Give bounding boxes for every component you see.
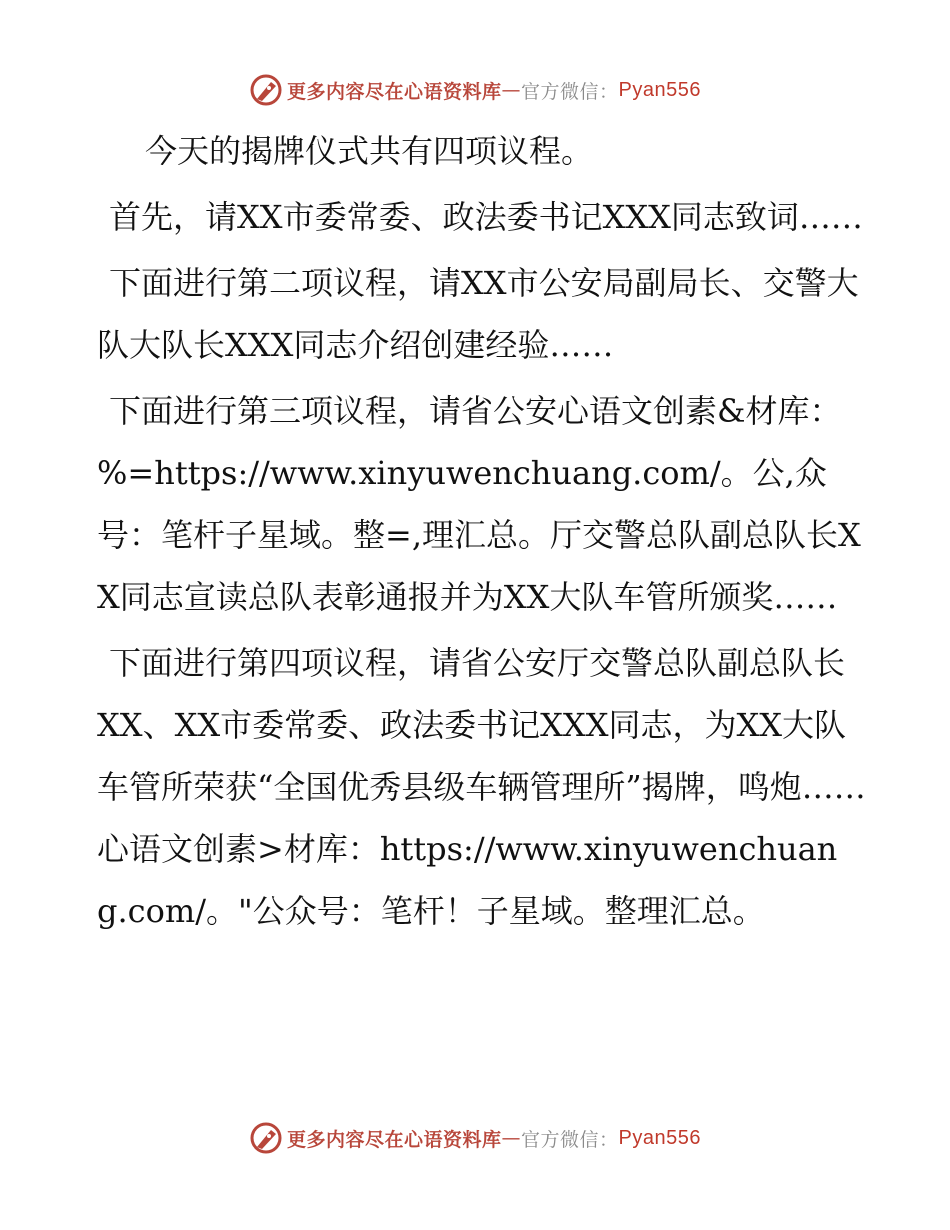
paragraph-agenda-item-2: 下面进行第二项议程，请XX市公安局副局长、交警大队大队长XXX同志介绍创建经验…… <box>97 264 859 364</box>
header-banner <box>0 70 950 110</box>
banner-wechat-id: Pyan556 <box>618 1126 701 1149</box>
pen-nib-logo-icon <box>249 73 283 107</box>
banner-wechat-label: 官方微信： <box>521 1128 619 1151</box>
banner-brand: 更多内容尽在心语资料库 <box>287 1128 502 1151</box>
banner-wechat-label: 官方微信： <box>521 80 619 103</box>
document-body <box>97 120 867 946</box>
banner-brand: 更多内容尽在心语资料库 <box>287 80 502 103</box>
banner-separator: — <box>501 79 522 101</box>
paragraph-agenda-item-1: 首先，请XX市委常委、政法委书记XXX同志致词…… <box>109 198 863 236</box>
paragraph-agenda-intro: 今天的揭牌仪式共有四项议程。 <box>145 132 594 170</box>
pen-nib-logo-icon <box>249 1121 283 1155</box>
paragraph-agenda-item-3: 下面进行第三项议程，请省公安心语文创素&材库：%=https://www.xinyuwenchuang.com/。公,众号：笔杆子星域。整=,理汇总。厅交警总队副总队长XX同志宣读总队表彰通报并为XX大队车管所颁奖…… <box>97 392 861 616</box>
banner-wechat-id: Pyan556 <box>618 78 701 101</box>
footer-banner <box>0 1118 950 1158</box>
paragraph-agenda-item-4: 下面进行第四项议程，请省公安厅交警总队副总队长XX、XX市委常委、政法委书记XXX同志，为XX大队车管所荣获“全国优秀县级车辆管理所”揭牌，鸣炮……心语文创素>材库：https://www.xinyuwenchuang.com/。"公众号：笔杆！子星域。整理汇总。 <box>97 644 866 930</box>
banner-separator: — <box>501 1127 522 1149</box>
